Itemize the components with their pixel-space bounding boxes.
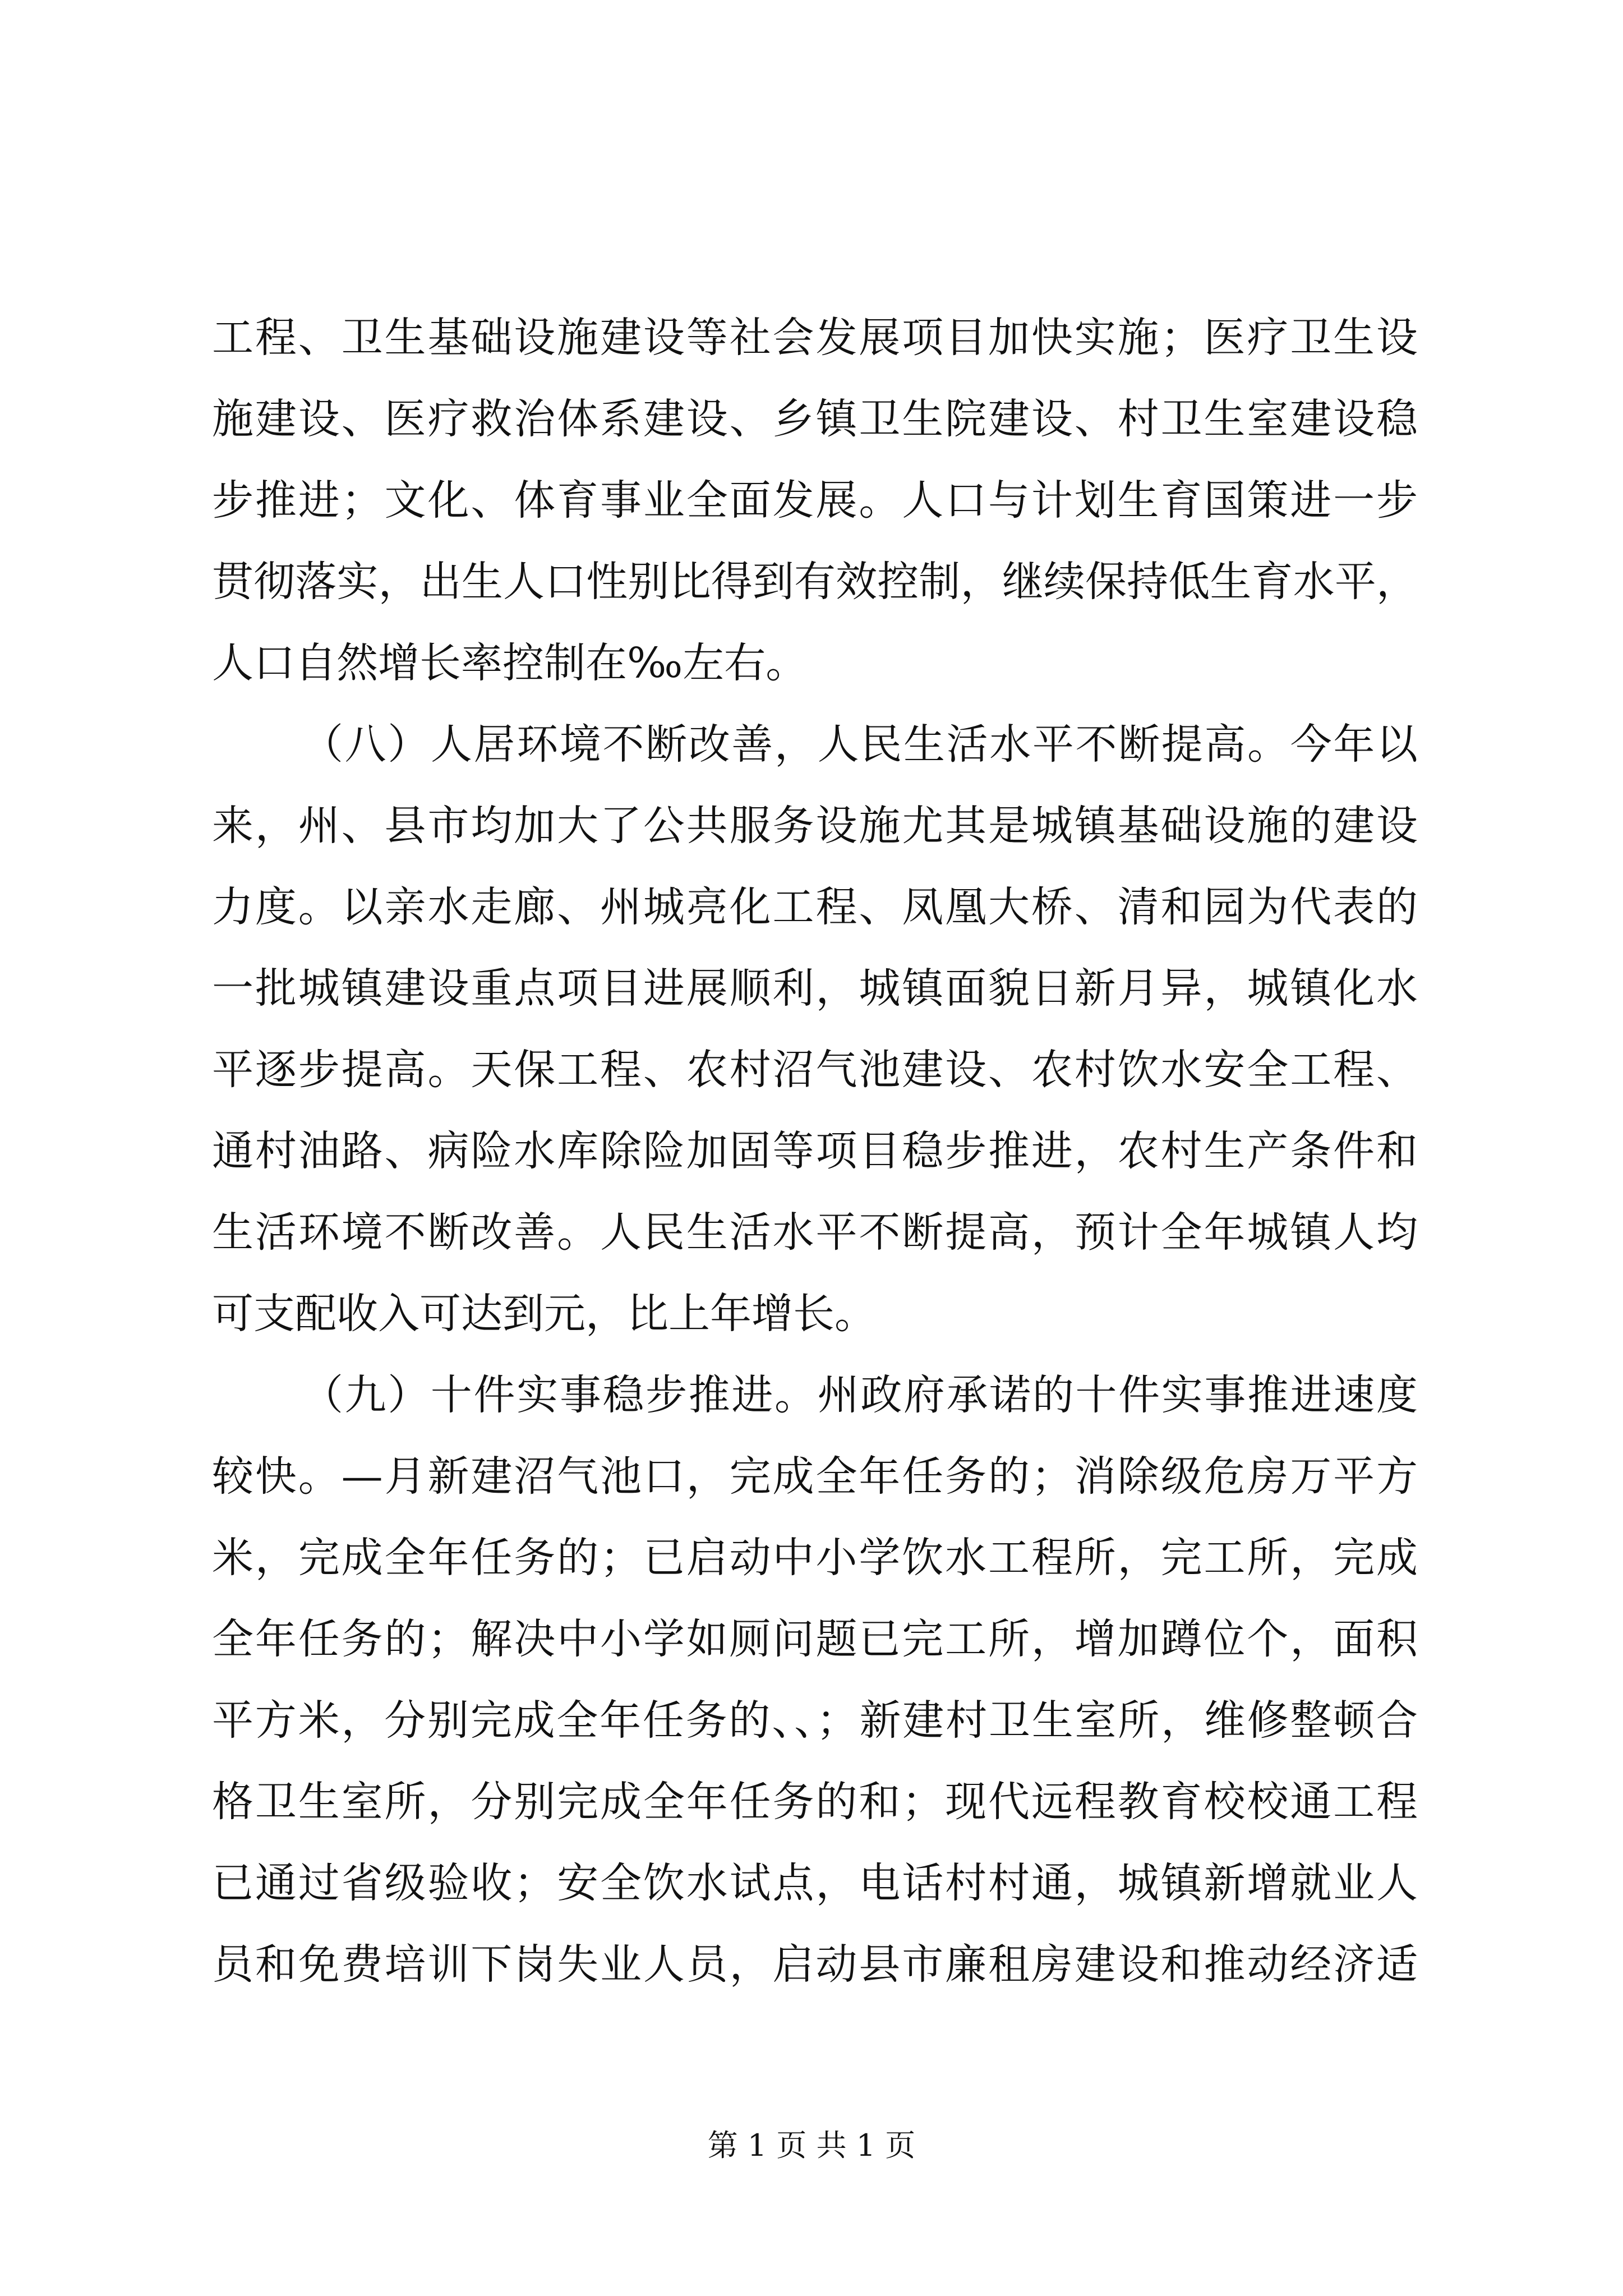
text-line: 工程、卫生基础设施建设等社会发展项目加快实施；医疗卫生设 — [212, 314, 1418, 362]
document-body — [212, 297, 1418, 2005]
text-line: 步推进；文化、体育事业全面发展。人口与计划生育国策进一步 — [212, 476, 1418, 524]
text-line: 米，完成全年任务的；已启动中小学饮水工程所，完工所，完成 — [212, 1534, 1418, 1582]
text-line: 可支配收入可达到元，比上年增长。 — [212, 1290, 876, 1338]
text-line: 一批城镇建设重点项目进展顺利，城镇面貌日新月异，城镇化水 — [212, 964, 1418, 1013]
text-line: 施建设、医疗救治体系建设、乡镇卫生院建设、村卫生室建设稳 — [212, 395, 1418, 443]
page-footer — [0, 2126, 1623, 2165]
text-line: 力度。以亲水走廊、州城亮化工程、凤凰大桥、清和园为代表的 — [212, 883, 1418, 931]
paragraph — [212, 704, 1418, 1355]
paragraph — [212, 297, 1418, 704]
text-line: 来，州、县市均加大了公共服务设施尤其是城镇基础设施的建设 — [212, 802, 1418, 850]
text-line: 生活环境不断改善。人民生活水平不断提高，预计全年城镇人均 — [212, 1208, 1418, 1257]
text-line: （八）人居环境不断改善，人民生活水平不断提高。今年以 — [302, 720, 1418, 769]
text-line: 已通过省级验收；安全饮水试点，电话村村通，城镇新增就业人 — [212, 1859, 1418, 1907]
text-line: 较快。—月新建沼气池口，完成全年任务的；消除级危房万平方 — [212, 1452, 1418, 1501]
text-line: 人口自然增长率控制在‰左右。 — [212, 639, 808, 687]
paragraph — [212, 1355, 1418, 2005]
text-line: 全年任务的；解决中小学如厕问题已完工所，增加蹲位个，面积 — [212, 1615, 1418, 1663]
text-line: 平方米，分别完成全年任务的、、；新建村卫生室所，维修整顿合 — [212, 1696, 1418, 1745]
text-line: 平逐步提高。天保工程、农村沼气池建设、农村饮水安全工程、 — [212, 1046, 1418, 1094]
text-line: 通村油路、病险水库除险加固等项目稳步推进，农村生产条件和 — [212, 1127, 1418, 1175]
text-line: 贯彻落实，出生人口性别比得到有效控制，继续保持低生育水平， — [212, 558, 1418, 606]
text-line: （九）十件实事稳步推进。州政府承诺的十件实事推进速度 — [302, 1371, 1418, 1419]
text-line: 员和免费培训下岗失业人员，启动县市廉租房建设和推动经济适 — [212, 1940, 1418, 1989]
page-number: 第 1 页 共 1 页 — [707, 2128, 916, 2163]
text-line: 格卫生室所，分别完成全年任务的和；现代远程教育校校通工程 — [212, 1778, 1418, 1826]
